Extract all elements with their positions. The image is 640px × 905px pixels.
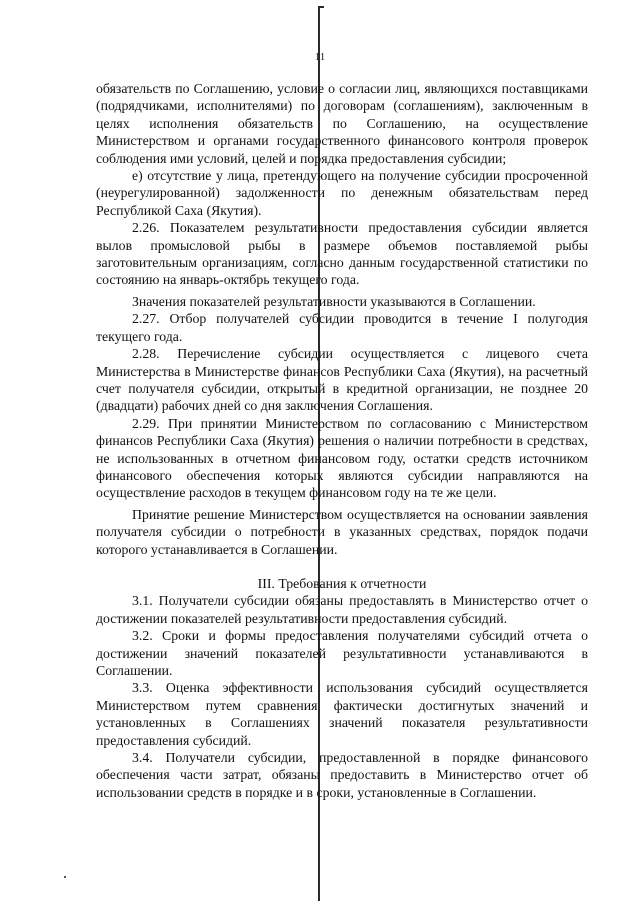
- paragraph-3-4: 3.4. Получатели субсидии, предоставленной в порядке финансового обеспечения части затрат, обязаны предоставить в Министерство отчет об использовании средств в порядке и в сроки, установленные в Соглашении.: [96, 750, 588, 800]
- paragraph-3-3: 3.3. Оценка эффективности использования субсидий осуществляется Министерством путем сравнения фактически достигнутых значений и установленных в Соглашениях значений показателя результативности предоставления субсидий.: [96, 680, 588, 748]
- paragraph-2-29: 2.29. При принятии Министерством по согласованию с Министерством финансов Республики Саха (Якутия) решения о наличии потребности в средствах, не использованных в отчетном финансовом году, остатки средств источником финансового обеспечения которых являются субсидии направляются на осуществление расходов в текущем финансовом году на те же цели.: [96, 415, 588, 501]
- scan-speck: [64, 876, 66, 878]
- paragraph-3-1: 3.1. Получатели субсидии обязаны предоставлять в Министерство отчет о достижении показателей результативности предоставления субсидий.: [96, 593, 588, 626]
- paragraph-indicator-values: Значения показателей результативности указываются в Соглашении.: [132, 293, 536, 309]
- paragraph-continuation: обязательств по Соглашению, условие о согласии лиц, являющихся поставщиками (подрядчиками, исполнителями) по договорам (соглашениям), заключенным в целях исполнения обязательств по Соглашению, на осуществление Министерством и органами государственного финансового контроля проверок соблюдения ими условий, целей и порядка предоставления субсидии;: [96, 81, 588, 166]
- document-body: [96, 80, 588, 801]
- paragraph-decision: Принятие решение Министерством осуществляется на основании заявления получателя субсидии о потребности в указанных средствах, порядок подачи которого устанавливается в Соглашении.: [96, 506, 588, 557]
- page-number: 11: [314, 51, 326, 63]
- scan-artifact-cap: [318, 6, 324, 8]
- paragraph-2-27: 2.27. Отбор получателей субсидии проводится в течение I полугодия текущего года.: [96, 311, 588, 344]
- paragraph-2-28: 2.28. Перечисление субсидии осуществляется с лицевого счета Министерства в Министерстве финансов Республики Саха (Якутия), на расчетный счет получателя субсидии, открытый в кредитной организации, не позднее 20 (двадцати) рабочих дней со дня заключения Соглашения.: [96, 346, 588, 414]
- paragraph-2-26: 2.26. Показателем результативности предоставления субсидии является вылов промысловой рыбы в размере объемов поставляемой рыбы заготовительным организациям, согласно данным государственной статистики по состоянию на январь-октябрь текущего года.: [96, 220, 588, 288]
- paragraph-3-2: 3.2. Сроки и формы предоставления получателями субсидий отчета о достижении значений показателей результативности устанавливаются в Соглашении.: [96, 628, 588, 678]
- section-title: III. Требования к отчетности: [257, 575, 427, 591]
- paragraph-item-e: е) отсутствие у лица, претендующего на получение субсидии просроченной (неурегулированной) задолженности по денежным обязательствам перед Республикой Саха (Якутия).: [96, 168, 588, 218]
